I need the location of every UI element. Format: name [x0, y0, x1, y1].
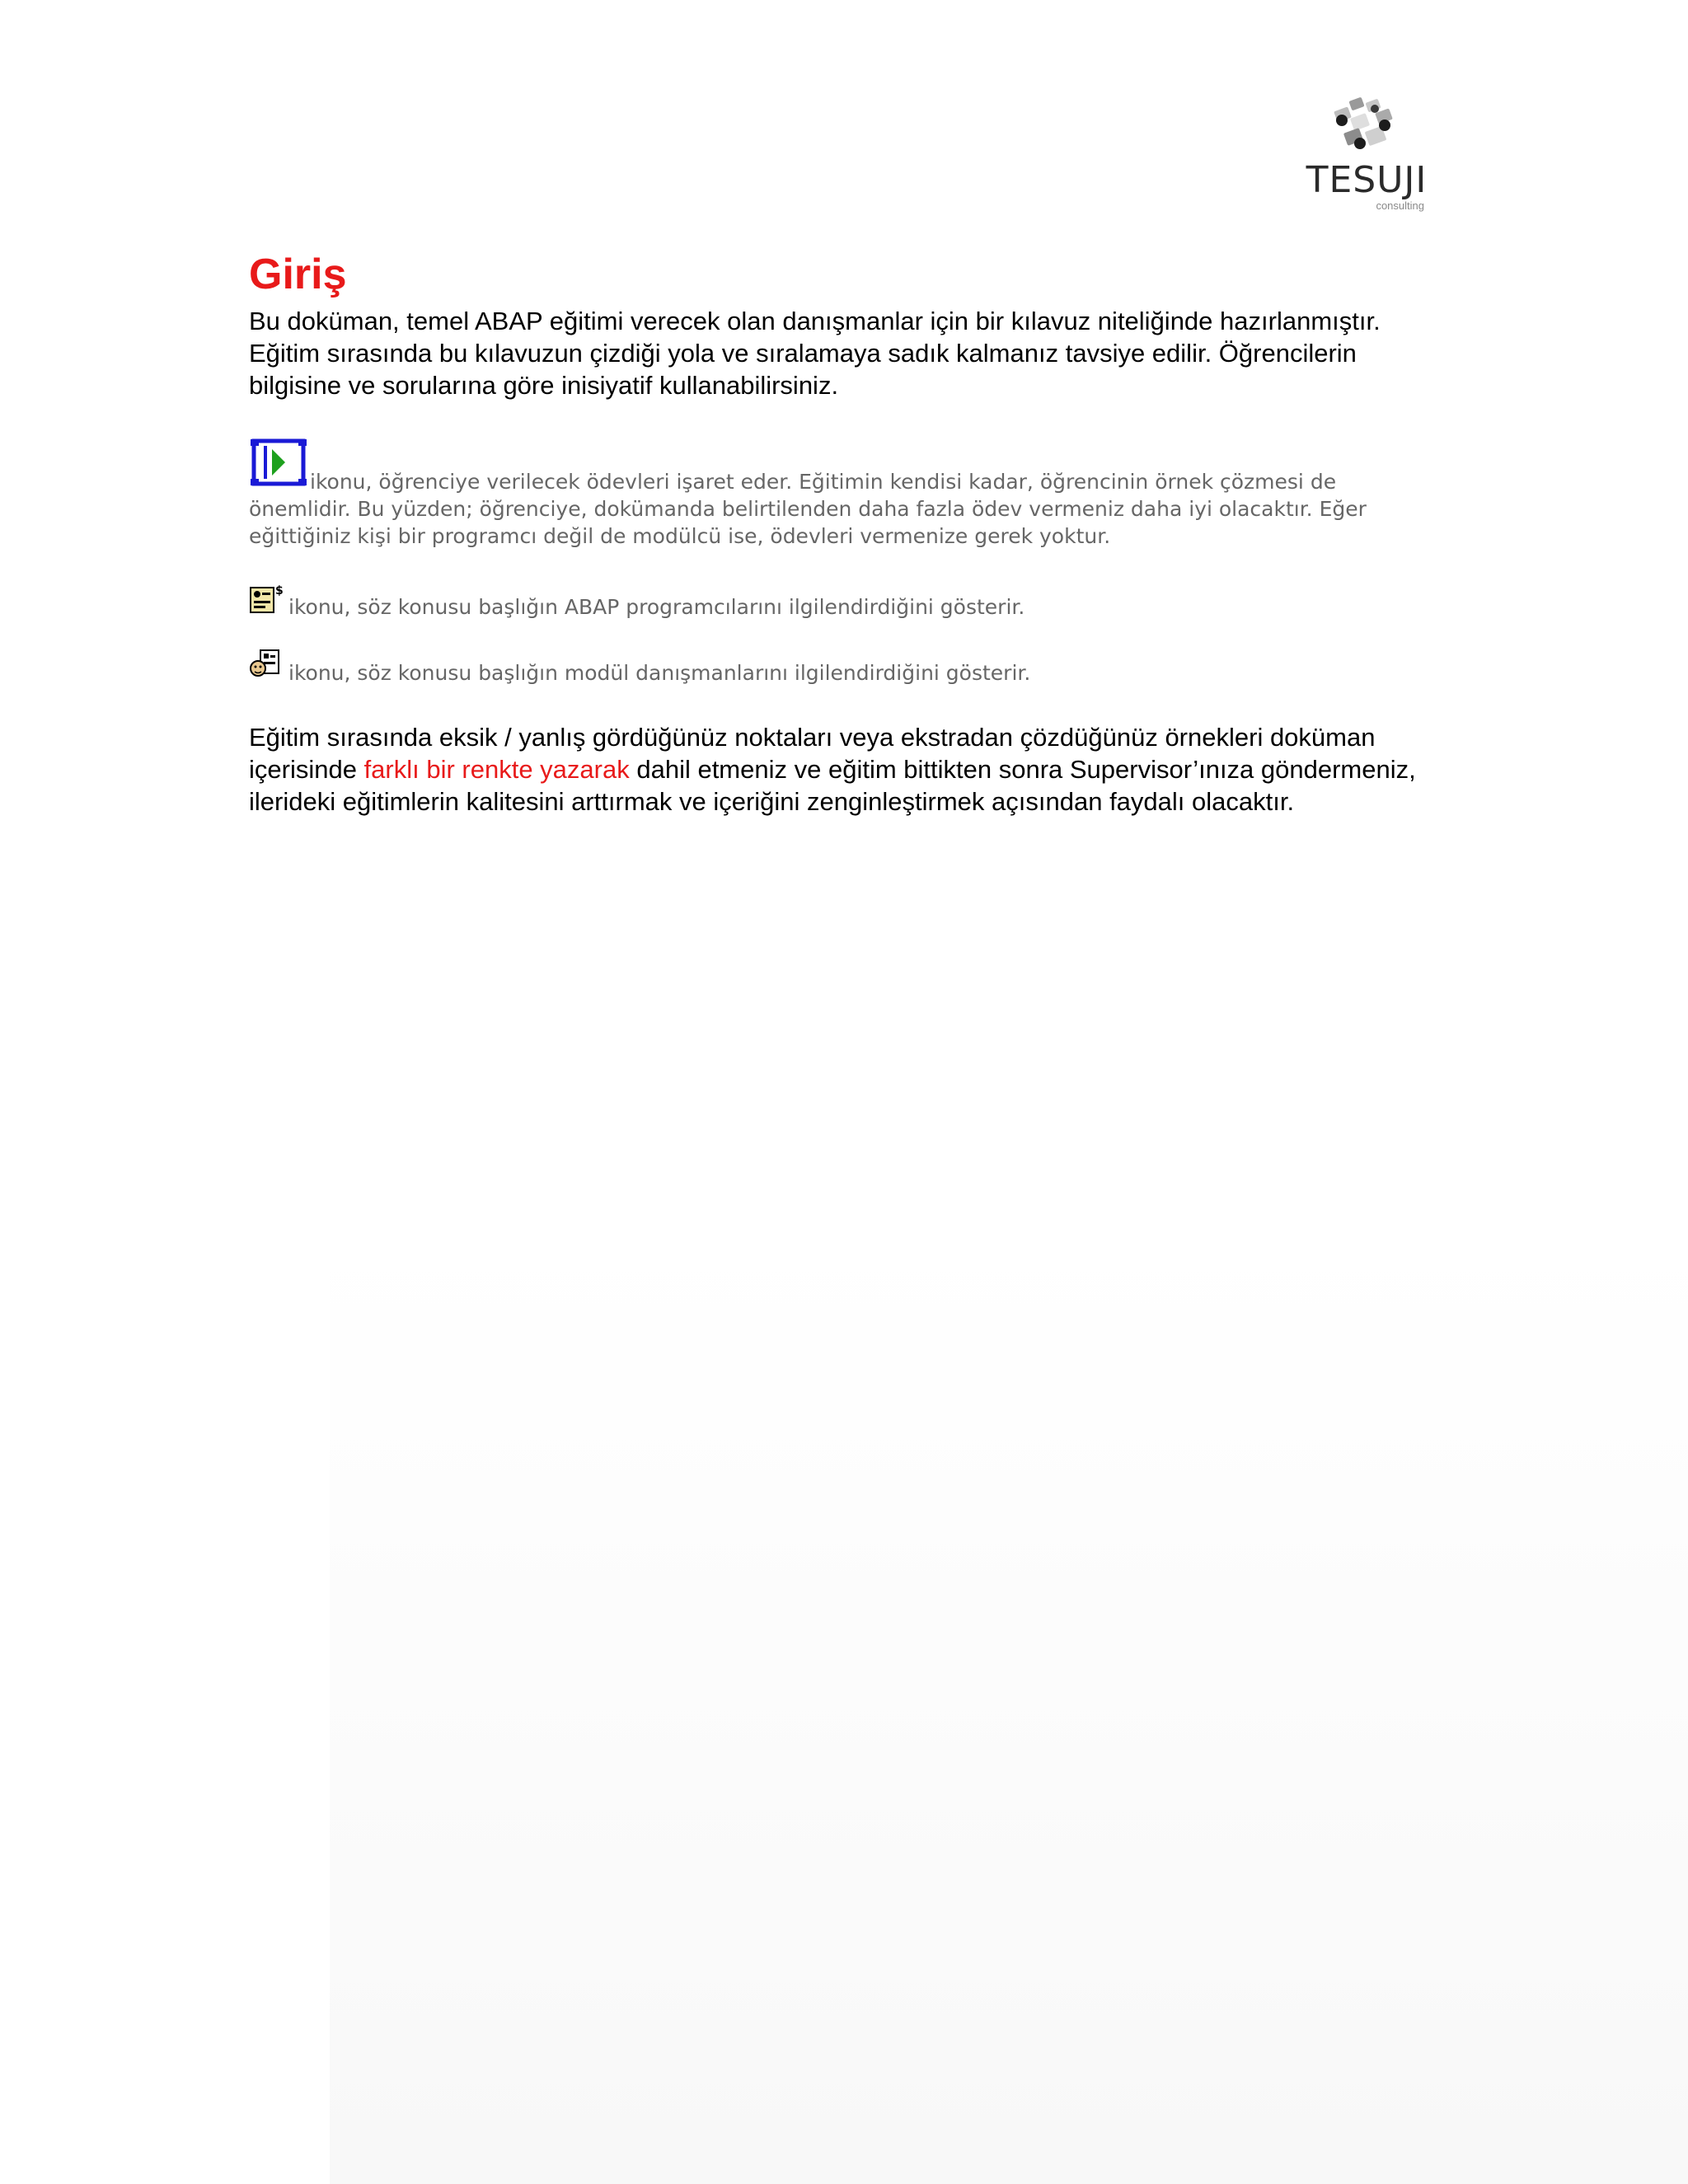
intro-paragraph: Bu doküman, temel ABAP eğitimi verecek olan danışmanlar için bir kılavuz niteliğinde hazırlanmıştır. Eğitim sırasında bu kılavuzun çizdiği yola ve sıralamaya sadık kalmanız tavsiye edilir. Öğrencilerin bilgisine ve sorularına göre inisiyatif kullanabilirsiniz.: [249, 307, 1381, 400]
homework-note: [249, 438, 1436, 550]
programmer-note-text: ikonu, söz konusu başlığın ABAP programcılarını ilgilendirdiğini gösterir.: [288, 595, 1025, 619]
logo-tagline: consulting: [1376, 199, 1424, 212]
closing-highlight: farklı bir renkte yazarak: [363, 755, 630, 784]
module-consultant-note-text: ikonu, söz konusu başlığın modül danışmanlarını ilgilendirdiğini gösterir.: [288, 661, 1031, 685]
module-consultant-icon: [249, 649, 284, 682]
svg-text:$: $: [275, 584, 284, 598]
company-logo: [1292, 97, 1441, 221]
programmer-note: [249, 583, 1436, 621]
page-shading: [330, 1236, 1688, 2184]
homework-icon: [249, 438, 308, 489]
logo-mark-icon: [1327, 97, 1400, 155]
closing-text-start: Eğitim sırasında eksik / yanlış gördüğünüz noktaları veya ekstradan çözdüğünüz örnekleri doküman içerisinde: [249, 723, 1376, 784]
section-heading: Giriş: [249, 251, 347, 298]
logo-wordmark: TESUJI: [1306, 159, 1428, 201]
closing-text-end: dahil etmeniz ve eğitim bittikten sonra Supervisor’ınıza göndermeniz, ilerideki eğitimlerin kalitesini arttırmak ve içeriğini zenginleştirmek açısından faydalı olacaktır.: [249, 755, 1416, 816]
homework-note-text: ikonu, öğrenciye verilecek ödevleri işaret eder. Eğitimin kendisi kadar, öğrencinin örnek çözmesi de önemlidir. Bu yüzden; öğrenciye, dokümanda belirtilenden daha fazla ödev vermeniz daha iyi olacaktır. Eğer eğittiğiniz kişi bir programcı değil de modülcü ise, ödevleri vermenize gerek yoktur.: [249, 470, 1367, 548]
closing-paragraph: [249, 721, 1436, 818]
module-consultant-note: [249, 649, 1436, 687]
programmer-icon: [249, 583, 284, 616]
document-body: [249, 247, 1436, 818]
